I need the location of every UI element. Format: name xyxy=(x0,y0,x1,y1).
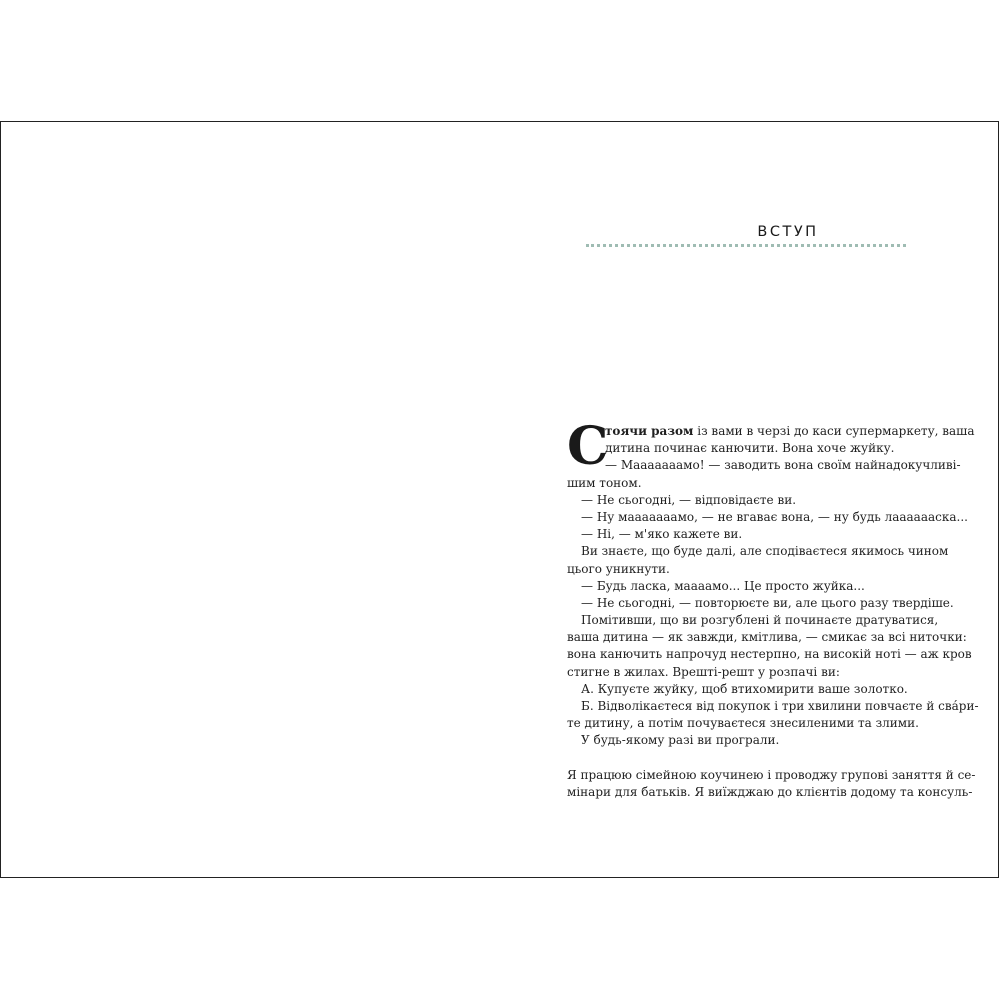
text-line-6: — Ну мааааааамо, — не вгаває вона, — ну будь лааааааска... xyxy=(581,509,968,524)
text-line-1 xyxy=(567,423,975,440)
text-line-16: А. Купуєте жуйку, щоб втихомирити ваше золотко. xyxy=(581,681,908,696)
text-line-12: Помітивши, що ви розгублені й починаєте дратуватися, xyxy=(581,613,939,628)
text-line-10: — Будь ласка, маааамо... Це просто жуйка... xyxy=(581,578,865,593)
left-page xyxy=(1,122,500,877)
text-line-18: те дитину, а потім почуваєтеся знесиленими та злими. xyxy=(567,716,919,731)
closing-line-2: мінари для батьків. Я виїжджаю до клієнтів додому та консуль- xyxy=(567,784,973,799)
drop-cap: С xyxy=(567,416,609,477)
text-line-3: — Мааааааамо! — заводить вона своїм найнадокучливі- xyxy=(605,458,961,473)
text-line-19: У будь-якому разі ви програли. xyxy=(581,733,780,748)
lead-words: тоячи разом xyxy=(605,424,694,438)
text-line-9: цього уникнути. xyxy=(567,561,670,576)
text-line-7: — Ні, — м'яко кажете ви. xyxy=(581,527,743,542)
chapter-title: ВСТУП xyxy=(757,224,819,240)
text-line-15: стигне в жилах. Врешті-решт у розпачі ви: xyxy=(567,664,840,679)
text-line-5: — Не сьогодні, — відповідаєте ви. xyxy=(581,492,797,507)
body-text xyxy=(567,416,979,801)
text-line-13: ваша дитина — як завжди, кмітлива, — смикає за всі ниточки: xyxy=(567,630,967,645)
text-line-17: Б. Відволікаєтеся від покупок і три хвилини повчаєте й свáри- xyxy=(581,699,979,713)
paragraph-gap xyxy=(567,750,925,767)
first-line-rest: із вами в черзі до каси супермаркету, ваша xyxy=(693,424,975,438)
text-line-4: шим тоном. xyxy=(567,475,642,490)
text-line-2: дитина починає канючити. Вона хоче жуйку. xyxy=(605,441,895,456)
dotted-divider xyxy=(586,244,906,247)
closing-line-1: Я працюю сімейною коучинею і проводжу групові заняття й се- xyxy=(567,767,976,782)
right-page xyxy=(500,122,1000,877)
text-line-11: — Не сьогодні, — повторюєте ви, але цього разу твердіше. xyxy=(581,595,954,610)
book-spread xyxy=(0,121,999,878)
text-line-8: Ви знаєте, що буде далі, але сподіваєтеся якимось чином xyxy=(581,544,949,559)
text-line-14: вона канючить напрочуд нестерпно, на високій ноті — аж кров xyxy=(567,647,972,662)
